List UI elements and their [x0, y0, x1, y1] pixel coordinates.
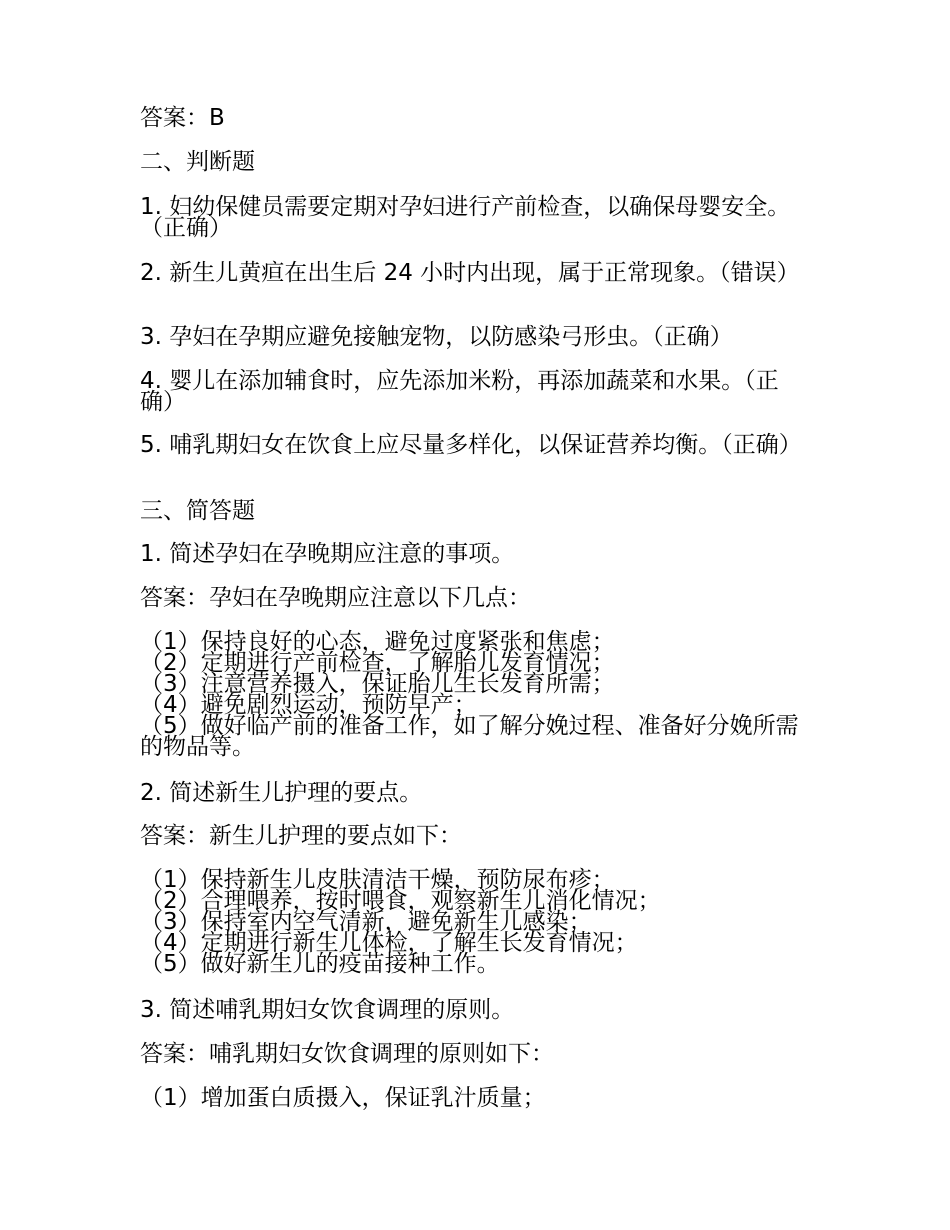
answer-1-point-3: （3）注意营养摄入，保证胎儿生长发育所需； — [140, 671, 615, 697]
answer-2-intro: 答案：新生儿护理的要点如下： — [140, 823, 462, 849]
section-title-true-false: 二、判断题 — [140, 149, 255, 175]
question-3: 3. 简述哺乳期妇女饮食调理的原则。 — [140, 997, 515, 1023]
answer-2-point-4: （4）定期进行新生儿体检，了解生长发育情况； — [140, 930, 638, 956]
question-1: 1. 简述孕妇在孕晚期应注意的事项。 — [140, 541, 515, 567]
answer-1-points — [140, 629, 808, 760]
answer-1-intro: 答案：孕妇在孕晚期应注意以下几点： — [140, 585, 531, 611]
answer-2-point-5: （5）做好新生儿的疫苗接种工作。 — [140, 951, 500, 977]
answer-2-point-1: （1）保持新生儿皮肤清洁干燥，预防尿布疹； — [140, 867, 615, 893]
answer-1-point-2: （2）定期进行产前检查，了解胎儿发育情况； — [140, 650, 615, 676]
previous-answer: 答案：B — [140, 105, 225, 131]
judgement-item-4: 4. 婴儿在添加辅食时，应先添加米粉，再添加蔬菜和水果。（正确） — [140, 368, 779, 415]
judgement-item-3: 3. 孕妇在孕期应避免接触宠物，以防感染弓形虫。（正确） — [140, 324, 733, 350]
answer-2-points — [140, 867, 808, 977]
judgement-item-2: 2. 新生儿黄疸在出生后 24 小时内出现，属于正常现象。（错误） — [140, 260, 800, 286]
answer-1-point-1: （1）保持良好的心态，避免过度紧张和焦虑； — [140, 629, 615, 655]
judgement-item-1: 1. 妇幼保健员需要定期对孕妇进行产前检查，以确保母婴安全。（正确） — [140, 194, 791, 241]
answer-1-point-5: （5）做好临产前的准备工作，如了解分娩过程、准备好分娩所需的物品等。 — [140, 713, 799, 760]
answer-3-points — [140, 1085, 808, 1111]
section-title-short-answer: 三、简答题 — [140, 498, 255, 524]
answer-2-point-3: （3）保持室内空气清新，避免新生儿感染； — [140, 909, 592, 935]
answer-1-point-4: （4）避免剧烈运动，预防早产； — [140, 692, 477, 718]
answer-3-intro: 答案：哺乳期妇女饮食调理的原则如下： — [140, 1041, 554, 1067]
answer-2-point-2: （2）合理喂养，按时喂食，观察新生儿消化情况； — [140, 888, 661, 914]
question-2: 2. 简述新生儿护理的要点。 — [140, 780, 423, 806]
judgement-item-5: 5. 哺乳期妇女在饮食上应尽量多样化，以保证营养均衡。（正确） — [140, 432, 802, 458]
answer-3-point-1: （1）增加蛋白质摄入，保证乳汁质量； — [140, 1085, 546, 1111]
